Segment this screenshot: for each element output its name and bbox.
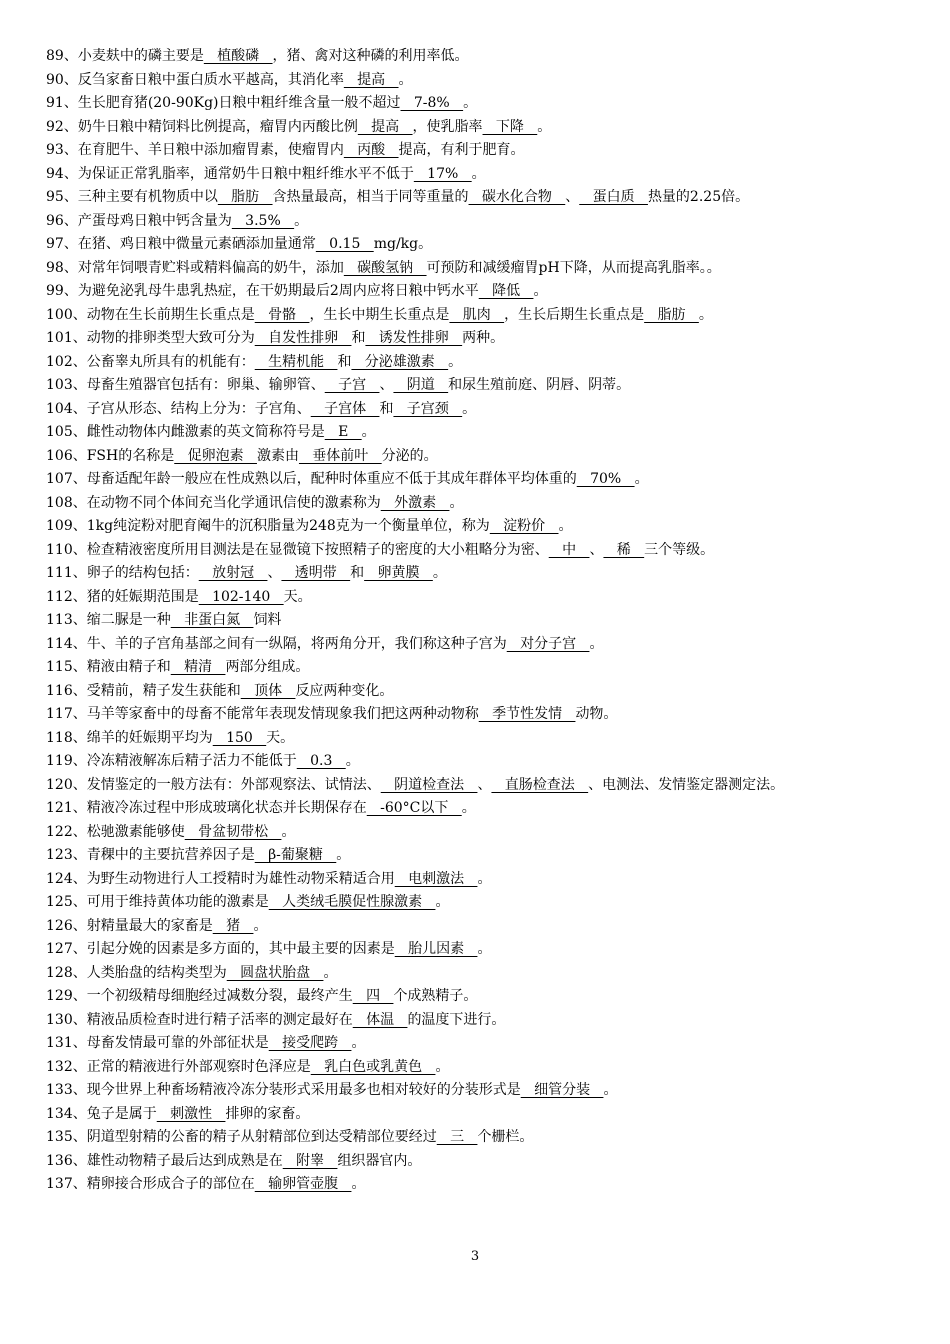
answer-blank: 150: [212, 729, 267, 746]
question-line: 127、引起分娩的因素是多方面的，其中最主要的因素是 胎儿因素 。: [46, 941, 492, 957]
answer-blank: 植酸磷: [203, 48, 273, 64]
answer-blank: 阴道: [393, 377, 449, 393]
answer-blank: 子宫颈: [393, 400, 463, 417]
question-line: 119、冷冻精液解冻后精子活力不能低于 0.3 。: [46, 753, 360, 769]
answer-blank: 分泌雄激素: [351, 353, 449, 370]
question-line: 126、射精量最大的家畜是 猪 。: [46, 917, 268, 934]
answer-blank: 直肠检查法: [491, 776, 589, 793]
answer-blank: 7-8%: [400, 95, 464, 111]
answer-blank: 骨盆韧带松: [184, 823, 282, 840]
answer-blank: 猪: [212, 917, 254, 934]
answer-blank: 碳水化合物: [468, 189, 566, 205]
answer-blank: 0.3: [296, 753, 346, 769]
answer-blank: 季节性发情: [478, 706, 576, 722]
answer-blank: 提高: [343, 71, 399, 88]
question-line: 92、奶牛日粮中精饲料比例提高，瘤胃内丙酸比例 提高 ，使乳脂率 下降 。: [46, 118, 552, 135]
answer-blank: 肌肉: [449, 306, 505, 323]
answer-blank: 顶体: [240, 682, 296, 699]
answer-blank: 降低: [478, 283, 534, 299]
question-line: 111、卵子的结构包括： 放射冠 、 透明带 和 卵黄膜 。: [46, 565, 447, 581]
question-line: 100、动物在生长前期生长重点是 骨骼 ，生长中期生长重点是 肌肉 ，生长后期生长重点是 脂肪 。: [46, 306, 713, 323]
question-line: 114、牛、羊的子宫角基部之间有一纵隔，将两角分开，我们称这种子宫为 对分子宫 。: [46, 635, 604, 652]
question-line: 112、猪的妊娠期范围是 102-140 天。: [46, 588, 312, 605]
question-line: 128、人类胎盘的结构类型为 圆盘状胎盘 。: [46, 964, 338, 981]
question-line: 137、精卵接合形成合子的部位在 输卵管壶腹 。: [46, 1176, 366, 1192]
question-line: 95、三种主要有机物质中以 脂肪 含热量最高，相当于同等重量的 碳水化合物 、 蛋白质 热量的2.25倍。: [46, 189, 750, 205]
question-line: 91、生长肥育猪(20-90Kg)日粮中粗纤维含量一般不超过 7-8% 。: [46, 95, 478, 111]
question-line: 104、子宫从形态、结构上分为：子宫角、 子宫体 和 子宫颈 。: [46, 400, 477, 417]
answer-blank: 0.15: [315, 236, 374, 252]
answer-blank: β-葡聚糖: [254, 847, 337, 863]
question-line: 123、青稞中的主要抗营养因子是 β-葡聚糖 。: [46, 847, 351, 863]
question-line: 90、反刍家畜日粮中蛋白质水平越高，其消化率 提高 。: [46, 71, 413, 88]
question-line: 93、在育肥牛、羊日粮中添加瘤胃素，使瘤胃内 丙酸 提高，有利于肥育。: [46, 142, 525, 158]
answer-blank: 淀粉价: [489, 518, 559, 534]
answer-blank: -60°C以下: [366, 800, 462, 816]
answer-blank: 骨骼: [254, 306, 310, 323]
answer-blank: 17%: [413, 165, 472, 182]
question-line: 98、对常年饲喂青贮料或精料偏高的奶牛，添加 碳酸氢钠 可预防和减缓瘤胃pH下降，从而提高乳脂率。。: [46, 259, 721, 276]
question-line: 94、为保证正常乳脂率，通常奶牛日粮中粗纤维水平不低于 17% 。: [46, 165, 486, 182]
answer-blank: 非蛋白氮: [170, 612, 254, 628]
answer-blank: 精清: [170, 659, 226, 675]
question-line: 105、雌性动物体内雌激素的英文简称符号是 E 。: [46, 424, 376, 440]
answer-blank: 中: [548, 541, 590, 558]
question-line: 116、受精前，精子发生获能和 顶体 反应两种变化。: [46, 682, 394, 699]
question-line: 96、产蛋母鸡日粮中钙含量为 3.5% 。: [46, 212, 309, 229]
question-line: 117、马羊等家畜中的母畜不能常年表现发情现象我们把这两种动物称 季节性发情 动物。: [46, 706, 618, 722]
answer-blank: 诱发性排卵: [365, 330, 463, 346]
question-line: 109、1kg纯淀粉对肥育阉牛的沉积脂量为248克为一个衡量单位，称为 淀粉价 。: [46, 518, 573, 534]
answer-blank: 脂肪: [644, 306, 699, 323]
answer-blank: 70%: [576, 471, 635, 487]
question-line: 129、一个初级精母细胞经过减数分裂，最终产生 四 个成熟精子。: [46, 988, 478, 1004]
answer-blank: 透明带: [281, 565, 351, 581]
question-line: 135、阴道型射精的公畜的精子从射精部位到达受精部位要经过 三 个栅栏。: [46, 1129, 534, 1145]
answer-blank: 提高: [357, 118, 413, 135]
answer-blank: 胎儿因素: [394, 941, 478, 957]
question-line: 134、兔子是属于 刺激性 排卵的家畜。: [46, 1105, 310, 1122]
page-number: 3: [470, 1249, 480, 1264]
answer-blank: 子宫: [324, 377, 380, 393]
question-line: 103、母畜生殖器官包括有：卵巢、输卵管、 子宫 、 阴道 和尿生殖前庭、阴唇、阴蒂。: [46, 377, 631, 393]
answer-blank: 对分子宫: [506, 635, 590, 652]
answer-blank: E: [324, 424, 362, 440]
answer-blank: 脂肪: [217, 189, 273, 205]
answer-blank: 碳酸氢钠: [343, 259, 427, 276]
answer-blank: 阴道检查法: [380, 776, 478, 793]
answer-blank: 促卵泡素: [174, 447, 257, 464]
question-line: 99、为避免泌乳母牛患乳热症，在干奶期最后2周内应将日粮中钙水平 降低 。: [46, 283, 548, 299]
answer-blank: 体温: [352, 1011, 408, 1028]
answer-blank: 人类绒毛膜促性腺激素: [268, 894, 436, 910]
answer-blank: 四: [352, 988, 394, 1004]
question-line: 120、发情鉴定的一般方法有：外部观察法、试情法、 阴道检查法 、 直肠检查法 、电测法、发情鉴定器测定法。: [46, 776, 785, 793]
question-line: 102、公畜睾丸所具有的机能有： 生精机能 和 分泌雄激素 。: [46, 353, 463, 370]
answer-blank: 三: [436, 1129, 478, 1145]
question-line: 118、绵羊的妊娠期平均为 150 天。: [46, 729, 295, 746]
question-line: 108、在动物不同个体间充当化学通讯信使的激素称为 外激素 。: [46, 494, 464, 511]
question-line: 106、FSH的名称是 促卵泡素 激素由 垂体前叶 分泌的。: [46, 447, 438, 464]
question-line: 121、精液冷冻过程中形成玻璃化状态并长期保存在 -60°C以下 。: [46, 800, 476, 816]
answer-blank: 接受爬跨: [268, 1035, 352, 1051]
answer-blank: 圆盘状胎盘: [226, 964, 324, 981]
answer-blank: 刺激性: [156, 1105, 226, 1122]
answer-blank: 乳白色或乳黄色: [310, 1058, 436, 1075]
answer-blank: 生精机能: [254, 353, 338, 370]
answer-blank: 输卵管壶腹: [254, 1176, 352, 1192]
question-line: 133、现今世界上种畜场精液冷冻分装形式采用最多也相对较好的分装形式是 细管分装 。: [46, 1082, 618, 1098]
answer-blank: 丙酸: [343, 142, 399, 158]
question-line: 132、正常的精液进行外部观察时色泽应是 乳白色或乳黄色 。: [46, 1058, 450, 1075]
question-line: 97、在猪、鸡日粮中微量元素硒添加量通常 0.15 mg/kg。: [46, 236, 433, 252]
answer-blank: 蛋白质: [579, 189, 648, 205]
question-line: 115、精液由精子和 精清 两部分组成。: [46, 659, 310, 675]
answer-blank: 稀: [603, 541, 645, 558]
question-line: 131、母畜发情最可靠的外部征状是 接受爬跨 。: [46, 1035, 366, 1051]
question-line: 107、母畜适配年龄一般应在性成熟以后，配种时体重应不低于其成年群体平均体重的 70% 。: [46, 471, 649, 487]
question-line: 122、松驰激素能够使 骨盆韧带松 。: [46, 823, 296, 840]
question-line: 125、可用于维持黄体功能的激素是 人类绒毛膜促性腺激素 。: [46, 894, 450, 910]
question-list: [46, 45, 908, 1197]
answer-blank: 3.5%: [231, 212, 295, 229]
question-line: 130、精液品质检查时进行精子活率的测定最好在 体温 的温度下进行。: [46, 1011, 506, 1028]
question-line: 113、缩二脲是一种 非蛋白氮 饲料: [46, 612, 282, 628]
answer-blank: 电刺激法: [394, 870, 478, 887]
answer-blank: 垂体前叶: [298, 447, 382, 464]
answer-blank: 附睾: [282, 1152, 338, 1169]
question-line: 89、小麦麸中的磷主要是 植酸磷 ，猪、禽对这种磷的利用率低。: [46, 48, 469, 64]
answer-blank: 自发性排卵: [254, 330, 352, 346]
answer-blank: 102-140: [198, 588, 284, 605]
answer-blank: 放射冠: [198, 565, 268, 581]
question-line: 124、为野生动物进行人工授精时为雄性动物采精适合用 电刺激法 。: [46, 870, 492, 887]
answer-blank: 外激素: [380, 494, 450, 511]
answer-blank: 下降: [482, 118, 538, 135]
answer-blank: 子宫体: [310, 400, 380, 417]
answer-blank: 卵黄膜: [364, 565, 433, 581]
question-line: 110、检查精液密度所用目测法是在显微镜下按照精子的密度的大小粗略分为密、 中 、 稀 三个等级。: [46, 541, 715, 558]
answer-blank: 细管分装: [520, 1082, 604, 1098]
question-line: 101、动物的排卵类型大致可分为 自发性排卵 和 诱发性排卵 两种。: [46, 330, 505, 346]
question-line: 136、雄性动物精子最后达到成熟是在 附睾 组织器官内。: [46, 1152, 422, 1169]
